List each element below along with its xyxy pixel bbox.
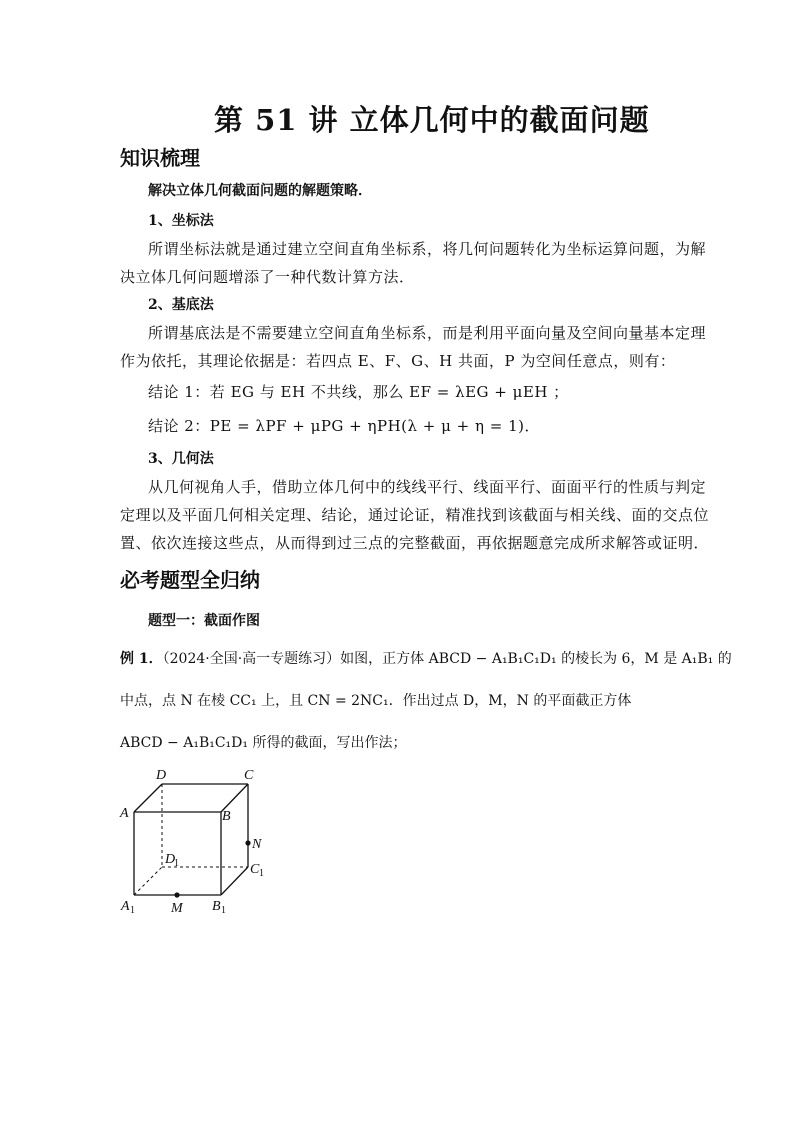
conclusion-2: 结论 2：PE = λPF + μPG + ηPH(λ + μ + η = 1)． xyxy=(148,417,540,435)
label-A1-sub: 1 xyxy=(130,905,135,916)
point-N xyxy=(245,840,250,845)
cube-figure xyxy=(110,760,280,920)
method2-line1: 所谓基底法是不需要建立空间直角坐标系，而是利用平面向量及空间向量基本定理 xyxy=(148,324,707,342)
method3-title: 3、几何法 xyxy=(148,451,214,467)
edge-A1D1-hidden xyxy=(134,867,162,895)
page-title: 第 51 讲 立体几何中的截面问题 xyxy=(214,103,650,137)
section-heading-types: 必考题型全归纳 xyxy=(120,568,260,592)
label-B1: B xyxy=(212,899,221,914)
label-B: B xyxy=(222,809,231,824)
section-heading-knowledge: 知识梳理 xyxy=(120,146,200,170)
method1-title: 1、坐标法 xyxy=(148,213,214,229)
label-A1: A xyxy=(121,899,130,914)
label-N: N xyxy=(252,837,262,852)
method3-line1: 从几何视角人手，借助立体几何中的线线平行、线面平行、面面平行的性质与判定 xyxy=(148,478,707,496)
example-text-1: （2024·全国·高一专题练习）如图，正方体 ABCD − A₁B₁C₁D₁ 的棱长为 6，M 是 A₁B₁ 的 xyxy=(162,651,732,667)
label-M: M xyxy=(171,901,183,916)
example-1-line1 xyxy=(120,648,732,668)
label-D1-sub: 1 xyxy=(174,858,179,869)
label-C1-sub: 1 xyxy=(259,868,264,879)
method2-title: 2、基底法 xyxy=(148,297,214,313)
method1-line1: 所谓坐标法就是通过建立空间直角坐标系，将几何问题转化为坐标运算问题，为解 xyxy=(148,240,707,258)
edge-B1C1 xyxy=(221,867,248,895)
method1-line2: 决立体几何问题增添了一种代数计算方法． xyxy=(120,268,415,286)
edge-AD xyxy=(134,784,162,812)
label-D1: D xyxy=(165,852,176,867)
example-label: 例 1． xyxy=(120,651,163,667)
method3-line2: 定理以及平面几何相关定理、结论，通过论证，精准找到该截面与相关线、面的交点位 xyxy=(120,506,710,524)
method3-line3: 置、依次连接这些点，从而得到过三点的完整截面，再依据题意完成所求解答或证明． xyxy=(120,534,710,552)
label-B1-sub: 1 xyxy=(221,905,226,916)
intro-text: 解决立体几何截面问题的解题策略． xyxy=(148,183,372,199)
type1-title: 题型一：截面作图 xyxy=(148,613,260,629)
edge-BC xyxy=(221,784,248,812)
example-1-line2: 中点，点 N 在棱 CC₁ 上，且 CN = 2NC₁．作出过点 D，M，N 的平面截正方体 xyxy=(120,693,632,709)
label-A: A xyxy=(120,806,129,821)
example-1-line3: ABCD − A₁B₁C₁D₁ 所得的截面，写出作法； xyxy=(120,735,407,751)
label-D: D xyxy=(156,768,167,783)
point-M xyxy=(174,892,179,897)
label-C: C xyxy=(244,768,254,783)
method2-line2: 作为依托，其理论依据是：若四点 E、F、G、H 共面，P 为空间任意点，则有： xyxy=(120,352,676,370)
conclusion-1: 结论 1：若 EG 与 EH 不共线，那么 EF = λEG + μEH ； xyxy=(148,383,569,401)
label-C1: C xyxy=(250,862,260,877)
